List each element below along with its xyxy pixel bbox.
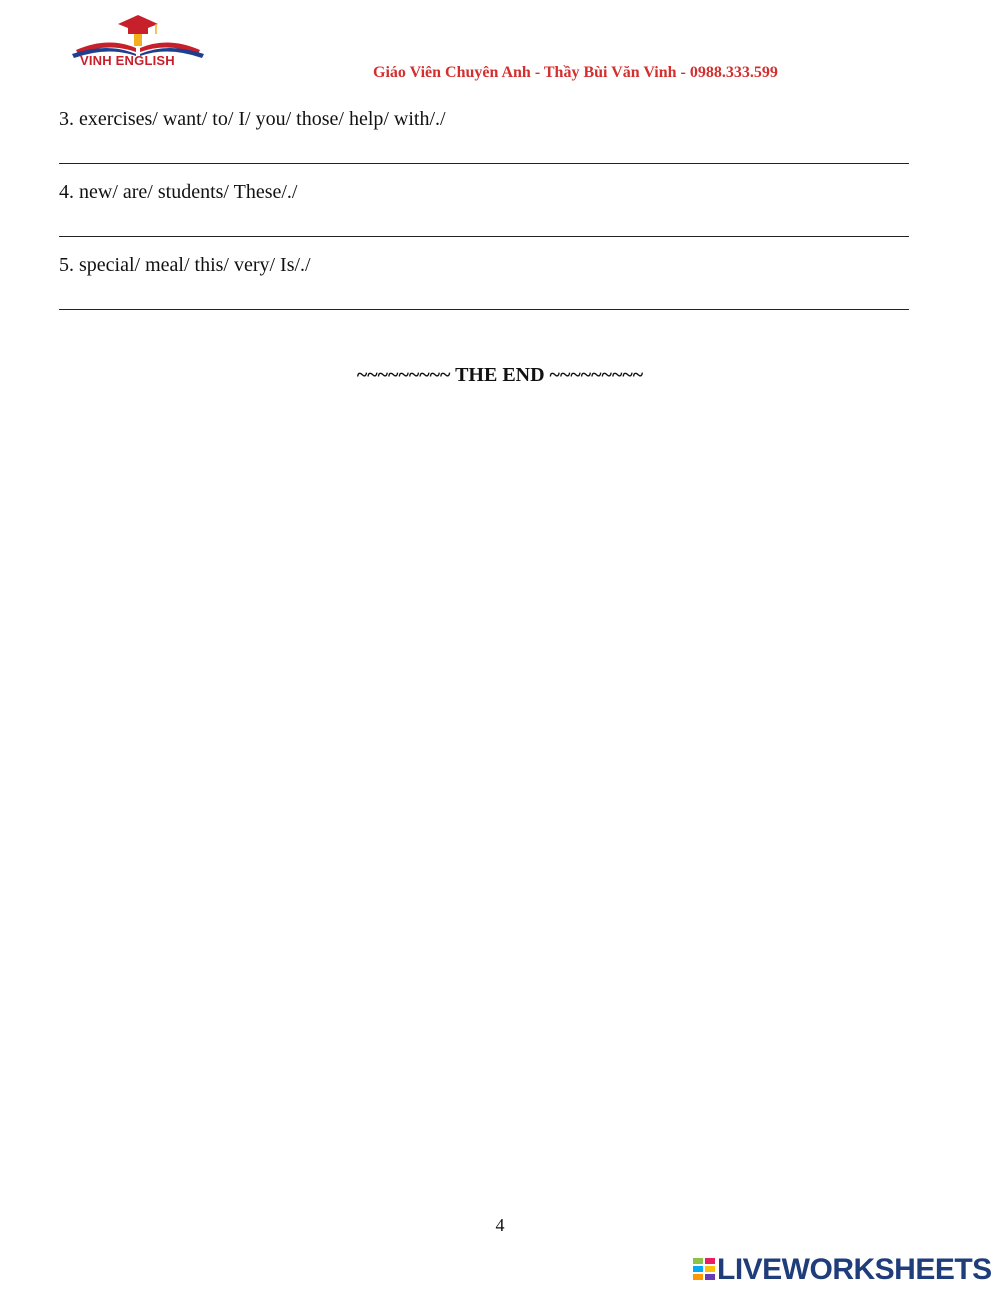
liveworksheets-logo[interactable]: LIVEWORKSHEETS <box>717 1253 992 1286</box>
answer-line-3[interactable] <box>59 163 909 164</box>
page-number: 4 <box>495 1215 505 1235</box>
logo-text: VINH ENGLISH <box>80 53 175 68</box>
end-marker: ~~~~~~~~~ THE END ~~~~~~~~~ <box>356 364 644 386</box>
question-4: 4. new/ are/ students/ These/./ <box>59 181 298 203</box>
answer-line-4[interactable] <box>59 236 909 237</box>
answer-line-5[interactable] <box>59 309 909 310</box>
liveworksheets-icon <box>693 1258 717 1280</box>
question-5: 5. special/ meal/ this/ very/ Is/./ <box>59 254 311 276</box>
teacher-header: Giáo Viên Chuyên Anh - Thầy Bùi Văn Vinh - 0988.333.599 <box>373 64 778 81</box>
question-3: 3. exercises/ want/ to/ I/ you/ those/ help/ with/./ <box>59 108 446 130</box>
